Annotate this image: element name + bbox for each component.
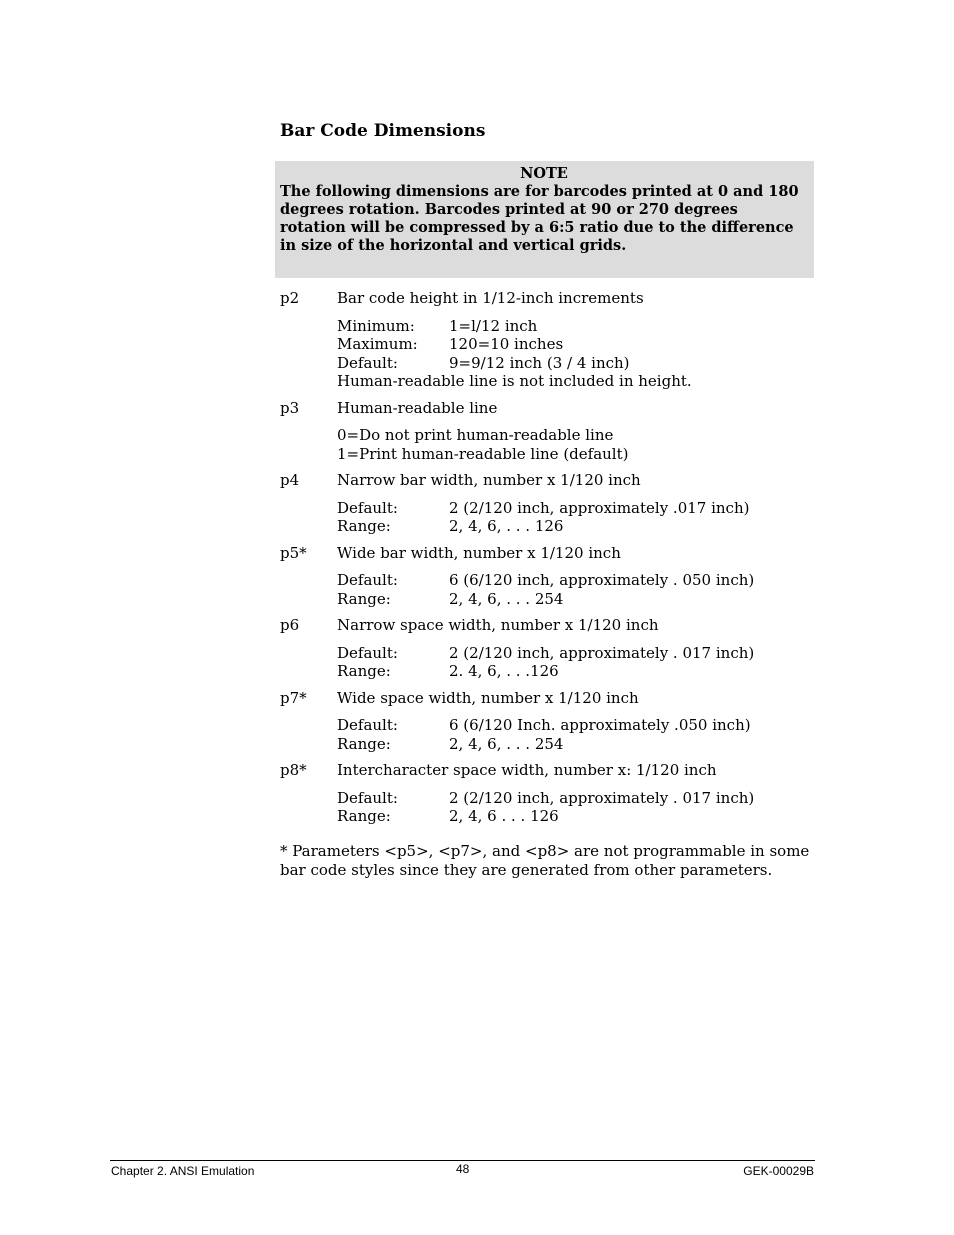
parameter-header: [280, 399, 820, 418]
parameter-item: [280, 471, 820, 536]
parameter-description: Human-readable line: [337, 398, 498, 417]
parameter-header: [280, 761, 820, 780]
parameter-id: p2: [280, 289, 300, 307]
detail-line: 0=Do not print human-readable line: [337, 426, 614, 444]
detail-label: Default:: [337, 643, 398, 662]
parameter-details: [337, 499, 820, 536]
detail-value: 2, 4, 6, . . . 254: [449, 589, 564, 608]
parameter-description: Bar code height in 1/12-inch increments: [337, 289, 644, 307]
detail-row: [337, 571, 820, 590]
parameter-item: [280, 544, 820, 609]
detail-value: 2 (2/120 inch, approximately . 017 inch): [449, 788, 755, 807]
detail-line: 1=Print human-readable line (default): [337, 444, 629, 463]
note-body: The following dimensions are for barcodes printed at 0 and 180 degrees rotation. Barcodes printed at 90 or 270 degrees rotation will be compressed by a 6:5 ratio due to the difference in size of the horizontal and vertical grids.: [280, 183, 799, 254]
detail-label: Default:: [337, 716, 398, 734]
footer-doc-id: GEK-00029B: [743, 1164, 814, 1178]
detail-row: [337, 499, 820, 518]
parameter-header: [280, 544, 820, 563]
parameter-item: [280, 616, 820, 681]
detail-value: 120=10 inches: [449, 335, 564, 353]
detail-row: [337, 807, 820, 826]
detail-value: 2 (2/120 inch, approximately .017 inch): [449, 498, 750, 517]
parameter-item: [280, 689, 820, 754]
detail-label: Maximum:: [337, 335, 418, 353]
detail-row: [337, 644, 820, 663]
parameter-details: [337, 789, 820, 826]
detail-value: 2 (2/120 inch, approximately . 017 inch): [449, 643, 755, 662]
parameter-header: [280, 616, 820, 635]
footnote: * Parameters <p5>, <p7>, and <p8> are not programmable in some bar code styles since they are generated from other parameters.: [280, 842, 810, 879]
note-title: NOTE: [520, 165, 568, 182]
parameter-description: Intercharacter space width, number x: 1/120 inch: [337, 761, 717, 779]
detail-label: Range:: [337, 807, 391, 825]
parameter-id: p3: [280, 398, 300, 417]
parameter-description: Wide bar width, number x 1/120 inch: [337, 543, 621, 562]
detail-value: 9=9/12 inch (3 / 4 inch): [449, 353, 630, 372]
parameter-details: [337, 317, 820, 391]
detail-row: [337, 590, 820, 609]
parameter-description: Wide space width, number x 1/120 inch: [337, 688, 639, 707]
detail-value: 6 (6/120 inch, approximately . 050 inch): [449, 571, 755, 589]
detail-value: 2, 4, 6, . . . 254: [449, 734, 564, 753]
note-box: [275, 161, 814, 278]
parameter-details: [337, 571, 820, 608]
detail-value: 1=l/12 inch: [449, 316, 538, 335]
detail-row: [337, 354, 820, 373]
parameter-header: [280, 689, 820, 708]
detail-row: [337, 517, 820, 536]
parameter-details: [337, 644, 820, 681]
parameter-id: p6: [280, 616, 300, 634]
parameter-id: p5*: [280, 543, 307, 562]
parameter-description: Narrow space width, number x 1/120 inch: [337, 616, 659, 634]
detail-row: [337, 335, 820, 354]
parameter-details: [337, 716, 820, 753]
detail-row: [337, 716, 820, 735]
parameter-details: [337, 426, 820, 463]
parameter-id: p4: [280, 471, 300, 489]
parameter-item: [280, 289, 820, 391]
detail-label: Minimum:: [337, 316, 415, 335]
detail-row: [337, 735, 820, 754]
parameter-description: Narrow bar width, number x 1/120 inch: [337, 471, 641, 489]
detail-value: 2, 4, 6, . . . 126: [449, 517, 564, 535]
section-title: Bar Code Dimensions: [280, 121, 486, 141]
detail-row: [337, 662, 820, 681]
detail-value: 2, 4, 6 . . . 126: [449, 807, 559, 825]
detail-row: [337, 789, 820, 808]
detail-value: 6 (6/120 Inch. approximately .050 inch): [449, 716, 751, 734]
footer-page-number: 48: [456, 1162, 470, 1176]
parameter-item: [280, 761, 820, 826]
footer-chapter: Chapter 2. ANSI Emulation: [111, 1164, 255, 1178]
detail-label: Range:: [337, 662, 391, 680]
detail-label: Default:: [337, 571, 398, 589]
detail-label: Default:: [337, 498, 398, 517]
footer-rule: [110, 1160, 815, 1161]
detail-label: Default:: [337, 353, 398, 372]
detail-row: [337, 317, 820, 336]
detail-line: Human-readable line is not included in height.: [337, 372, 692, 390]
detail-label: Range:: [337, 734, 391, 753]
detail-value: 2. 4, 6, . . .126: [449, 662, 559, 680]
parameter-header: [280, 471, 820, 490]
parameter-id: p8*: [280, 761, 307, 779]
parameter-id: p7*: [280, 688, 307, 707]
parameter-item: [280, 399, 820, 464]
detail-label: Range:: [337, 589, 391, 608]
detail-label: Range:: [337, 517, 391, 535]
parameter-header: [280, 289, 820, 308]
detail-label: Default:: [337, 788, 398, 807]
parameter-list: [280, 289, 820, 834]
